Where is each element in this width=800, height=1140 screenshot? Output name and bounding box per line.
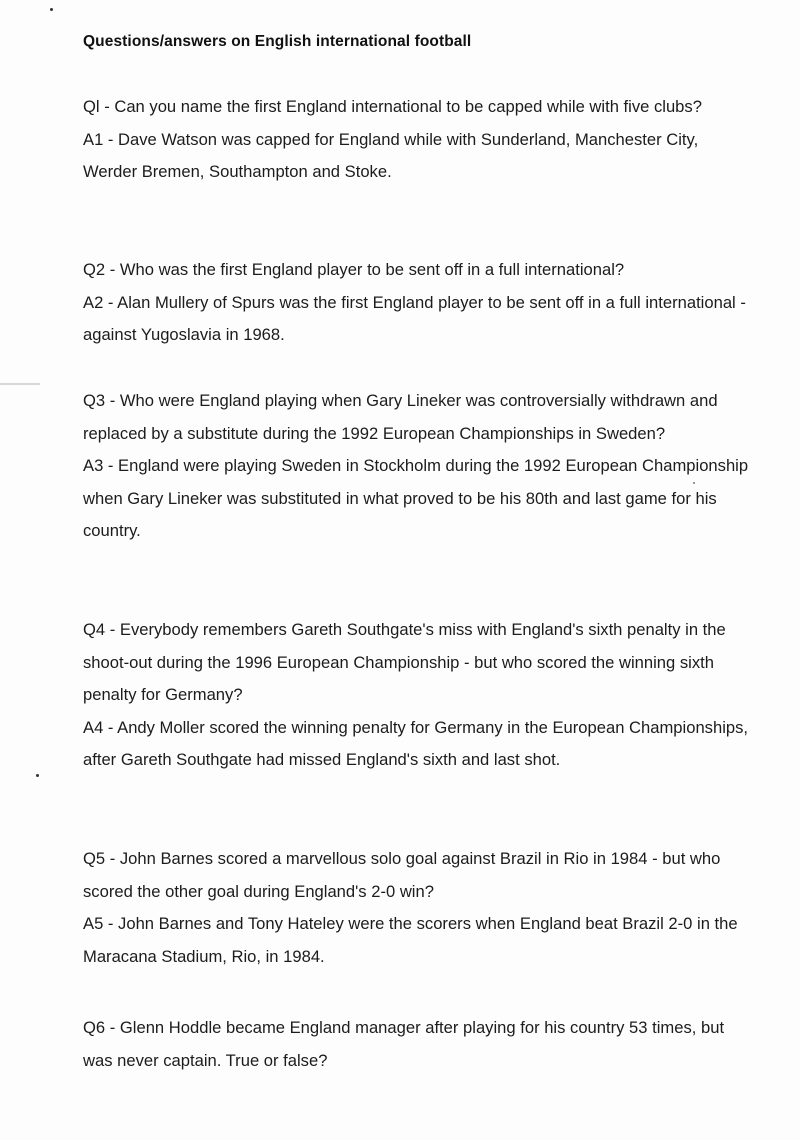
qa-item-4	[83, 614, 753, 777]
answer-2: A2 - Alan Mullery of Spurs was the first England player to be sent off in a full international - against Yugoslavia in 1968.	[83, 292, 746, 345]
question-1: Ql - Can you name the first England international to be capped while with five clubs?	[83, 97, 702, 116]
scan-edge-mark	[0, 383, 40, 385]
answer-4: A4 - Andy Moller scored the winning penalty for Germany in the European Championships, after Gareth Southgate had missed England's sixth and last shot.	[83, 717, 749, 770]
qa-item-3	[83, 385, 753, 548]
question-3: Q3 - Who were England playing when Gary Lineker was controversially withdrawn and replaced by a substitute during the 1992 European Championships in Sweden?	[83, 391, 718, 443]
answer-3: A3 - England were playing Sweden in Stockholm during the 1992 European Championship when Gary Lineker was substituted in what proved to be his 80th and last game for his country.	[83, 456, 749, 541]
answer-1: A1 - Dave Watson was capped for England while with Sunderland, Manchester City, Werder Bremen, Southampton and Stoke.	[83, 129, 699, 182]
scan-speck	[50, 8, 53, 11]
qa-item-1	[83, 91, 753, 189]
page-title: Questions/answers on English international football	[83, 33, 472, 50]
qa-item-5	[83, 843, 753, 973]
scan-speck	[36, 774, 39, 777]
answer-5: A5 - John Barnes and Tony Hateley were the scorers when England beat Brazil 2-0 in the Maracana Stadium, Rio, in 1984.	[83, 914, 738, 966]
qa-item-6	[83, 1012, 753, 1077]
question-2: Q2 - Who was the first England player to be sent off in a full international?	[83, 260, 625, 279]
question-6: Q6 - Glenn Hoddle became England manager after playing for his country 53 times, but was never captain. True or false?	[83, 1018, 725, 1070]
qa-item-2	[83, 254, 753, 352]
question-4: Q4 - Everybody remembers Gareth Southgate's miss with England's sixth penalty in the shoot-out during the 1996 European Championship - but who scored the winning sixth penalty for Germany?	[83, 620, 726, 705]
question-5: Q5 - John Barnes scored a marvellous solo goal against Brazil in Rio in 1984 - but who scored the other goal during England's 2-0 win?	[83, 849, 721, 901]
